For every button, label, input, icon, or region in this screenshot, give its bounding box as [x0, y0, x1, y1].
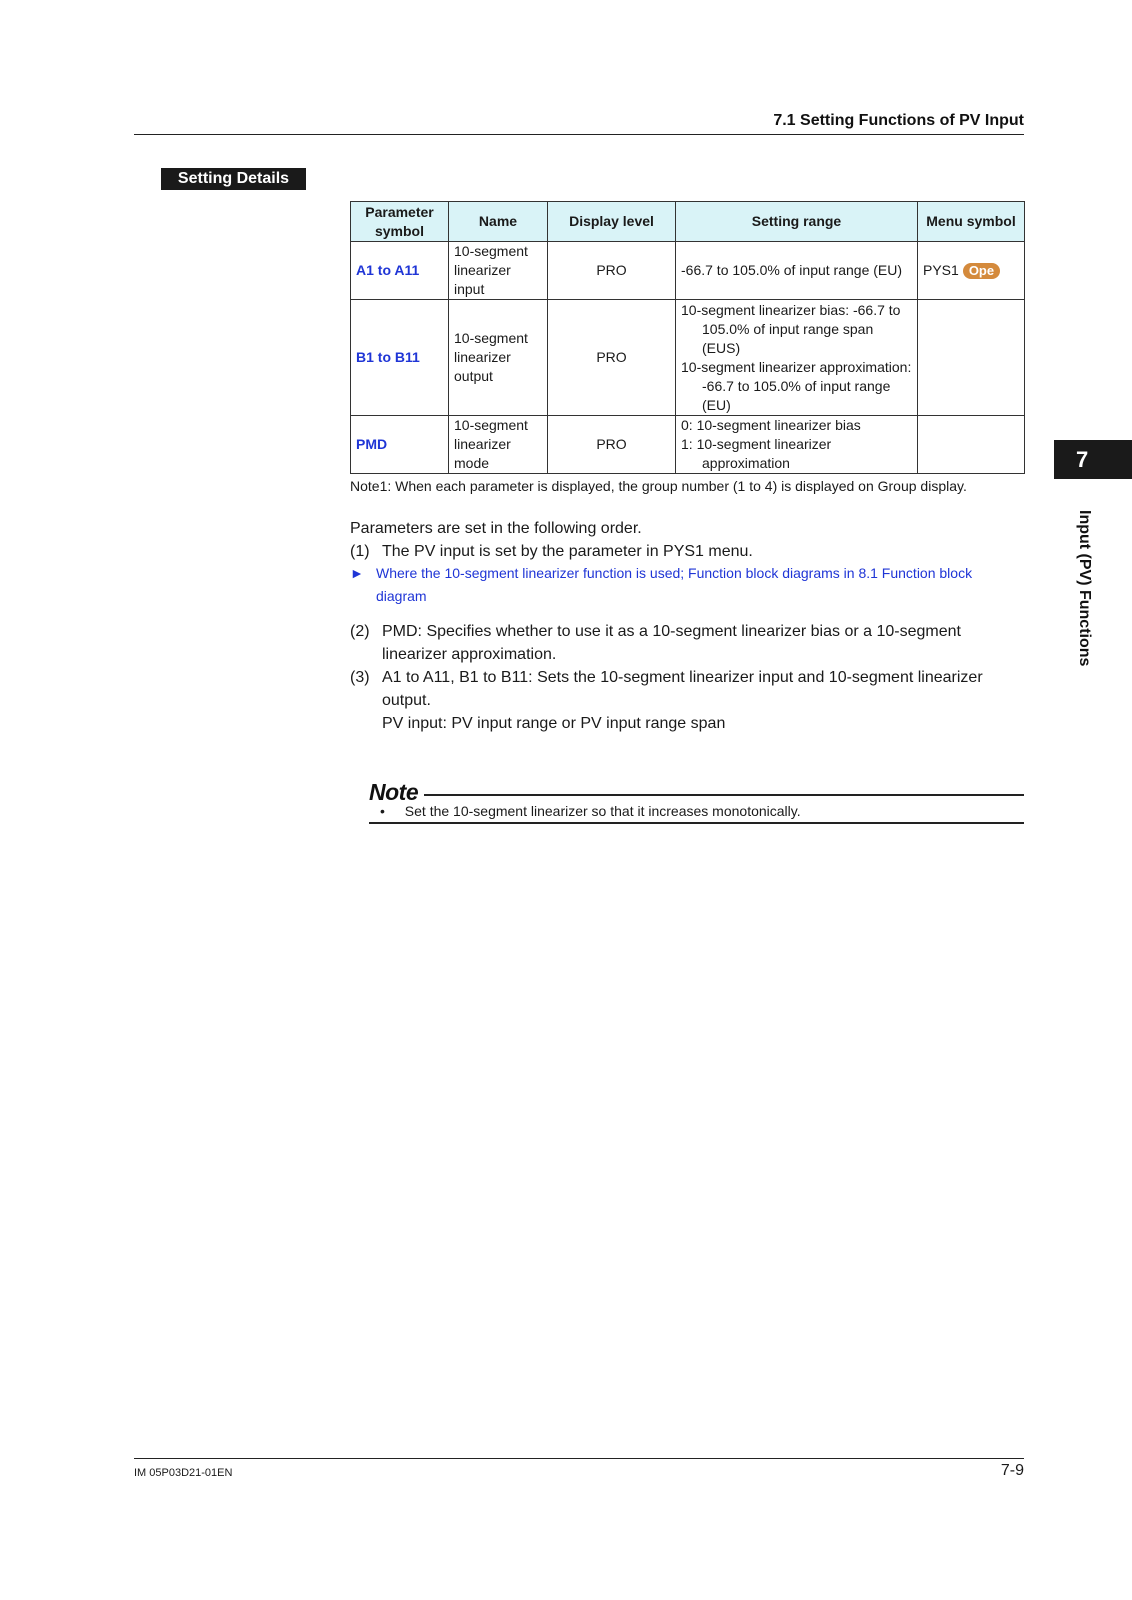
- range-line: 10-segment linearizer approximation: -66.7 to 105.0% of input range (EU): [681, 358, 912, 413]
- setting-range: [676, 416, 918, 474]
- table-row: [351, 300, 1025, 416]
- parameter-name: 10-segment linearizer mode: [449, 416, 548, 474]
- header-menu-symbol: Menu symbol: [918, 202, 1025, 242]
- range-line: -66.7 to 105.0% of input range (EU): [681, 262, 903, 278]
- header-parameter-symbol: Parameter symbol: [351, 202, 449, 242]
- table-row: [351, 416, 1025, 474]
- display-level: PRO: [548, 300, 676, 416]
- cross-reference-link[interactable]: [350, 562, 1026, 608]
- table-row: [351, 242, 1025, 300]
- parameter-symbol: PMD: [351, 416, 449, 474]
- parameter-symbol: B1 to B11: [351, 300, 449, 416]
- reference-text[interactable]: Where the 10-segment linearizer function is used; Function block diagrams in 8.1 Function block diagram: [376, 565, 973, 604]
- note-item: [380, 803, 801, 819]
- step-text: PMD: Specifies whether to use it as a 10-segment linearizer bias or a 10-segment linearizer approximation.: [382, 623, 961, 663]
- menu-symbol: [918, 242, 1025, 300]
- step-number: (2): [350, 623, 370, 640]
- section-label: Setting Details: [161, 168, 306, 190]
- step-2: [350, 620, 1026, 666]
- parameter-symbol: A1 to A11: [351, 242, 449, 300]
- table-footnote: Note1: When each parameter is displayed, the group number (1 to 4) is displayed on Group display.: [350, 478, 967, 494]
- range-line: 0: 10-segment linearizer bias: [681, 417, 861, 433]
- parameter-name: 10-segment linearizer input: [449, 242, 548, 300]
- chapter-side-title: Input (PV) Functions: [1076, 510, 1093, 667]
- ope-badge: Ope: [963, 263, 1000, 279]
- parameter-name: 10-segment linearizer output: [449, 300, 548, 416]
- header-name: Name: [449, 202, 548, 242]
- step-text: The PV input is set by the parameter in PYS1 menu.: [382, 543, 753, 560]
- intro-paragraph: Parameters are set in the following order.: [350, 520, 642, 537]
- arrow-icon: ►: [350, 565, 364, 581]
- page-header-title: 7.1 Setting Functions of PV Input: [773, 112, 1024, 129]
- footer-rule: [134, 1458, 1024, 1459]
- document-id: IM 05P03D21-01EN: [134, 1467, 233, 1479]
- menu-symbol: [918, 416, 1025, 474]
- table-header-row: [351, 202, 1025, 242]
- chapter-tab: 7: [1054, 440, 1132, 479]
- header-display-level: Display level: [548, 202, 676, 242]
- step-1: [350, 540, 1026, 563]
- step-subtext: PV input: PV input range or PV input range span: [382, 715, 726, 732]
- note-item-text: Set the 10-segment linearizer so that it increases monotonically.: [404, 803, 801, 819]
- header-setting-range: Setting range: [676, 202, 918, 242]
- note-bottom-rule: [369, 822, 1024, 824]
- setting-range: [676, 300, 918, 416]
- header-rule: [134, 134, 1024, 135]
- range-line: 1: 10-segment linearizer approximation: [681, 436, 832, 471]
- range-line: 10-segment linearizer bias: -66.7 to 105.0% of input range span (EUS): [681, 301, 901, 356]
- step-3: [350, 666, 1026, 735]
- bullet-icon: •: [380, 803, 385, 819]
- menu-symbol-text: PYS1: [923, 262, 959, 278]
- parameter-table: [350, 201, 1025, 474]
- menu-symbol: [918, 300, 1025, 416]
- display-level: PRO: [548, 416, 676, 474]
- page-number: 7-9: [1000, 1462, 1024, 1479]
- step-number: (3): [350, 669, 370, 686]
- display-level: PRO: [548, 242, 676, 300]
- setting-range: [676, 242, 918, 300]
- note-top-rule: [424, 794, 1024, 796]
- step-text: A1 to A11, B1 to B11: Sets the 10-segment linearizer input and 10-segment linearizer output.: [382, 669, 983, 709]
- step-number: (1): [350, 543, 370, 560]
- note-title: Note: [369, 779, 419, 805]
